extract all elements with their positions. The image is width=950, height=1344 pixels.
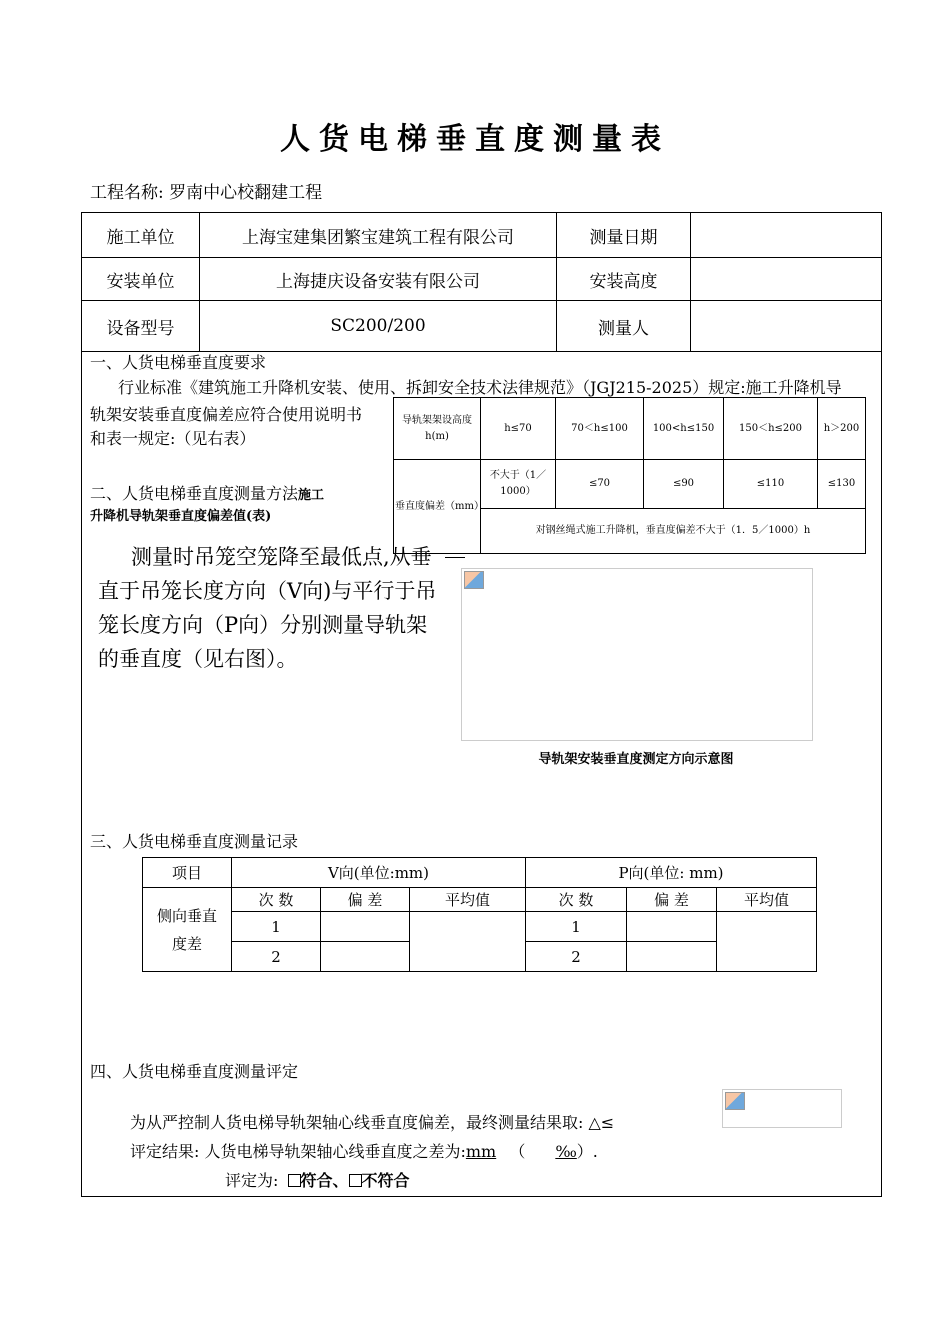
std-deviation-row [394, 460, 866, 509]
std-height-row [394, 398, 866, 460]
install-height-field[interactable] [691, 258, 882, 301]
section4-line2 [130, 1139, 598, 1162]
header-row [82, 301, 882, 352]
std-height: 70＜h≤100 [556, 398, 644, 460]
header-value: 上海宝建集团繁宝建筑工程有限公司 [200, 213, 557, 258]
v-direction-header: V向(单位:mm) [232, 858, 526, 888]
std-deviation: ≤110 [724, 460, 818, 509]
v-deviation-input[interactable] [321, 912, 410, 942]
permille-sign: ‰ [555, 1142, 577, 1161]
std-height: h≤70 [481, 398, 556, 460]
section2-title: 二、人货电梯垂直度测量方法 [90, 484, 299, 503]
p-deviation-input[interactable] [627, 912, 717, 942]
section2-sub: 升降机导轨架垂直度偏差值(表) [90, 509, 272, 524]
p-direction-header: P向(单位: mm) [526, 858, 817, 888]
p-deviation-input[interactable] [627, 942, 717, 972]
paren-open: （ [509, 1142, 526, 1161]
count-cell: 2 [526, 942, 627, 972]
col-average: 平均值 [717, 888, 817, 912]
assessment-label: 评定为: [225, 1171, 279, 1190]
result-image [722, 1089, 842, 1128]
image-placeholder-icon [464, 571, 484, 589]
count-cell: 2 [232, 942, 321, 972]
compliant-checkbox[interactable] [288, 1174, 301, 1187]
header-row [82, 213, 882, 258]
figure-caption: 导轨架安装垂直度测定方向示意图 [538, 752, 734, 767]
paren-close: ）. [576, 1142, 598, 1161]
col-deviation: 偏 差 [321, 888, 410, 912]
header-label: 测量日期 [557, 213, 691, 258]
header-row [82, 258, 882, 301]
header-label: 测量人 [557, 301, 691, 352]
non-compliant-checkbox[interactable] [349, 1174, 362, 1187]
image-placeholder-icon [725, 1092, 745, 1110]
project-value: 罗南中心校翻建工程 [169, 183, 323, 203]
unit-mm: mm [465, 1142, 497, 1161]
std-height: 100<h≤150 [644, 398, 724, 460]
std-deviation: ≤70 [556, 460, 644, 509]
col-average: 平均值 [410, 888, 526, 912]
header-value: SC200/200 [200, 301, 557, 352]
divider-line [445, 557, 465, 558]
p-average-input[interactable] [717, 912, 817, 972]
count-cell: 1 [232, 912, 321, 942]
section3-heading: 三、人货电梯垂直度测量记录 [90, 832, 299, 851]
header-label: 施工单位 [82, 213, 200, 258]
lateral-deviation-label: 侧向垂直度差 [143, 888, 232, 972]
header-label: 安装高度 [557, 258, 691, 301]
record-item-label: 项目 [143, 858, 232, 888]
compliant-label: 符合、 [300, 1171, 349, 1190]
count-cell: 1 [526, 912, 627, 942]
project-name [90, 178, 322, 203]
measurer-field[interactable] [691, 301, 882, 352]
header-label: 设备型号 [82, 301, 200, 352]
col-count: 次 数 [232, 888, 321, 912]
standard-table [393, 397, 866, 554]
std-height: h＞200 [818, 398, 866, 460]
section2-title-small: 施工 [298, 488, 325, 503]
col-deviation: 偏 差 [627, 888, 717, 912]
measure-date-field[interactable] [691, 213, 882, 258]
section1-heading: 一、人货电梯垂直度要求 [90, 353, 267, 372]
header-label: 安装单位 [82, 258, 200, 301]
std-deviation: ≤130 [818, 460, 866, 509]
section4-heading: 四、人货电梯垂直度测量评定 [90, 1062, 299, 1081]
page-title: 人货电梯垂直度测量表 [280, 122, 670, 157]
record-row [143, 912, 817, 942]
section1-para: 轨架安装垂直度偏差应符合使用说明书 [90, 405, 363, 424]
std-height: 150＜h≤200 [724, 398, 818, 460]
std-row-label: 导轨架架设高度h(m) [394, 398, 481, 460]
section1-para: 和表一规定:（见右表） [90, 429, 256, 448]
section1-para: 行业标准《建筑施工升降机安装、使用、拆卸安全技术法律规范》（JGJ215-2025）规定:施工升降机导 [118, 378, 842, 397]
section2-body: 测量时吊笼空笼降至最低点,从垂直于吊笼长度方向（V向)与平行于吊笼长度方向（P向）分别测量导轨架的垂直度（见右图）。 [98, 545, 437, 671]
col-count: 次 数 [526, 888, 627, 912]
project-label: 工程名称: [90, 183, 164, 203]
section2-heading [90, 481, 324, 504]
std-note: 对钢丝绳式施工升降机，垂直度偏差不大于（1．5／1000）h [481, 509, 866, 554]
record-table [142, 857, 817, 972]
std-deviation: ≤90 [644, 460, 724, 509]
v-average-input[interactable] [410, 912, 526, 972]
section4-line3 [225, 1168, 410, 1191]
header-table [81, 212, 882, 352]
section4-line1: 为从严控制人货电梯导轨架轴心线垂直度偏差，最终测量结果取: △≤ [130, 1113, 615, 1132]
std-deviation: 不大于（1／1000） [481, 460, 556, 509]
non-compliant-label: 不符合 [361, 1171, 410, 1190]
record-subheader-row [143, 888, 817, 912]
direction-figure [461, 568, 813, 741]
result-text: 评定结果: 人货电梯导轨架轴心线垂直度之差为: [130, 1142, 466, 1161]
std-row-label: 垂直度偏差（mm） [394, 460, 481, 554]
header-value: 上海捷庆设备安装有限公司 [200, 258, 557, 301]
v-deviation-input[interactable] [321, 942, 410, 972]
record-header-row [143, 858, 817, 888]
